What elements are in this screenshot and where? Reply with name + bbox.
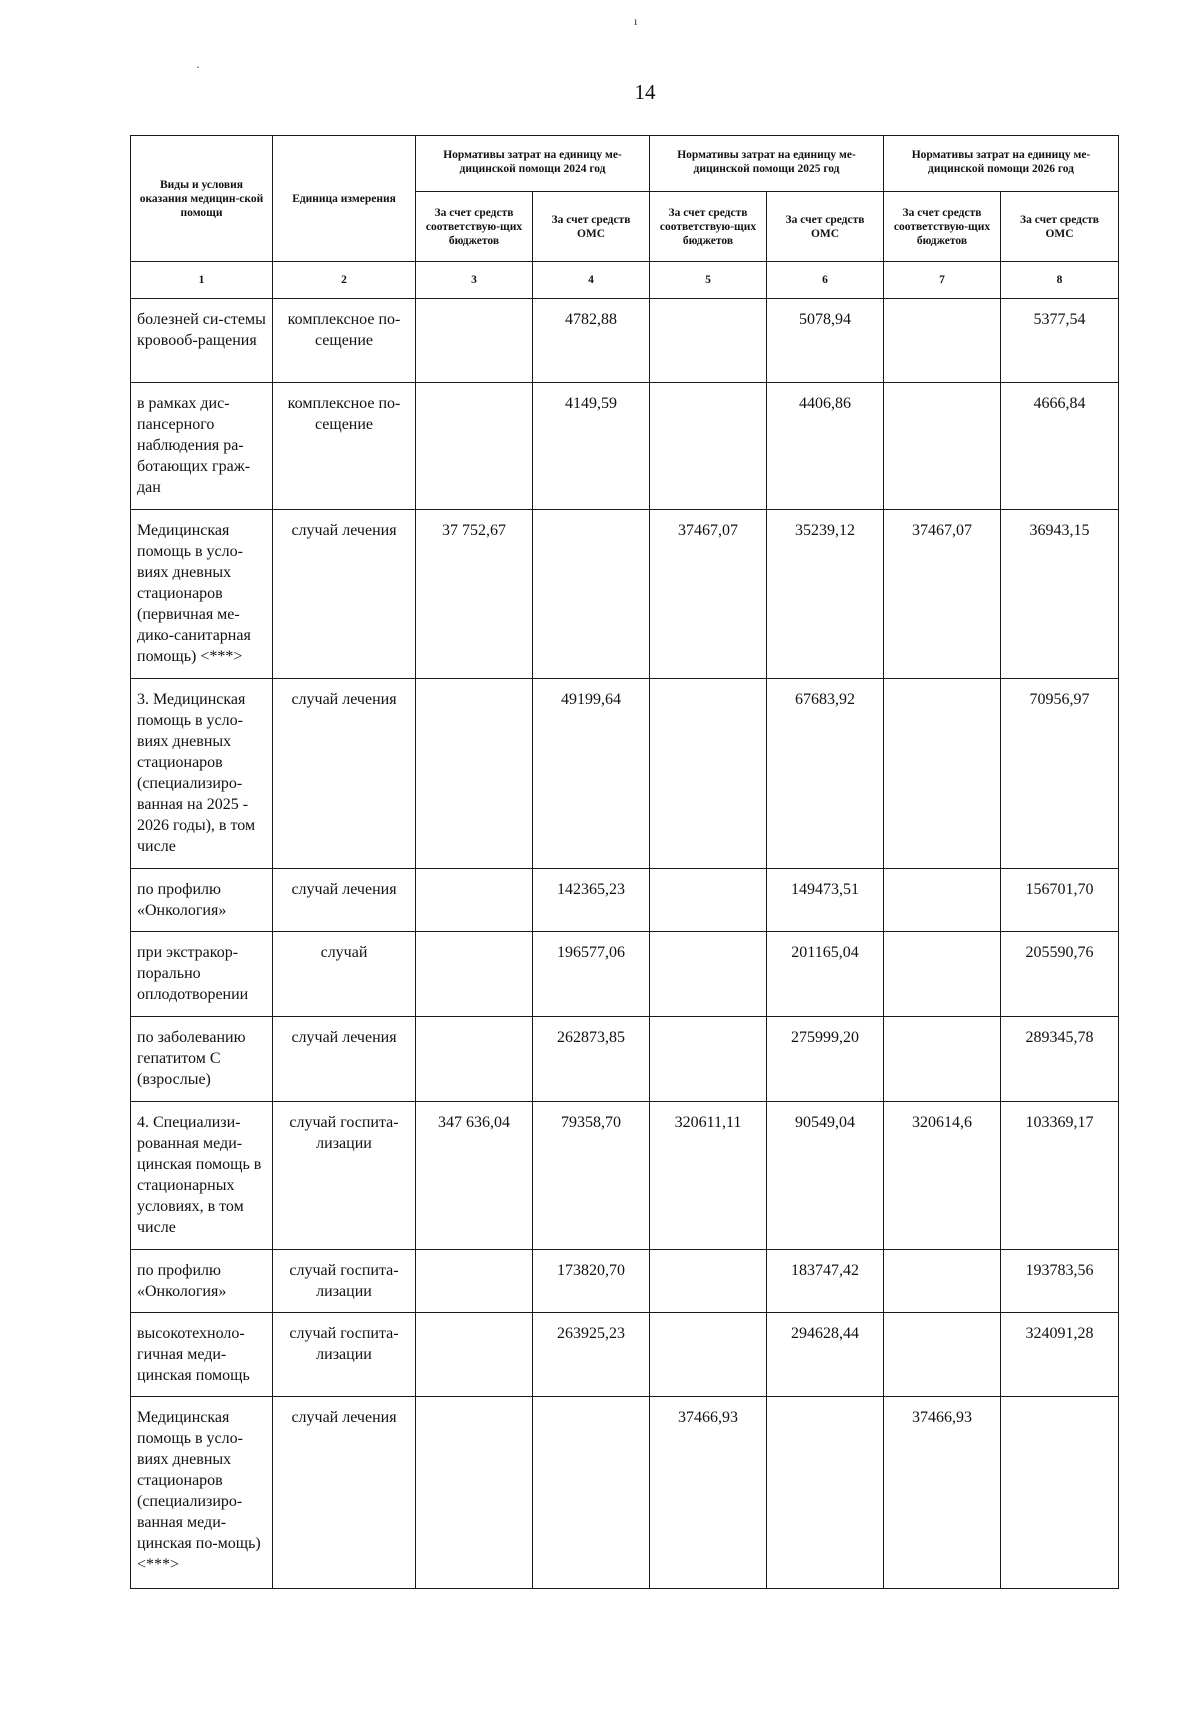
value-2025-budget bbox=[650, 1250, 767, 1313]
header-oms-2026: За счет средств ОМС bbox=[1001, 192, 1119, 262]
value-2024-budget bbox=[416, 932, 533, 1017]
value-2026-oms: 289345,78 bbox=[1001, 1017, 1119, 1102]
unit-cell: случай лечения bbox=[273, 869, 416, 932]
value-2026-oms: 103369,17 bbox=[1001, 1102, 1119, 1250]
header-unit: Единица измерения bbox=[273, 136, 416, 262]
value-2025-oms: 5078,94 bbox=[767, 299, 884, 383]
value-2025-budget: 37467,07 bbox=[650, 510, 767, 679]
value-2025-oms: 183747,42 bbox=[767, 1250, 884, 1313]
value-2025-budget bbox=[650, 679, 767, 869]
column-number: 4 bbox=[533, 262, 650, 299]
header-group-2026: Нормативы затрат на единицу ме-дицинской помощи 2026 год bbox=[884, 136, 1119, 192]
header-budget-2026: За счет средств соответствую-щих бюджетов bbox=[884, 192, 1001, 262]
value-2026-budget bbox=[884, 1250, 1001, 1313]
unit-cell: случай лечения bbox=[273, 510, 416, 679]
value-2026-oms: 324091,28 bbox=[1001, 1313, 1119, 1397]
care-type-cell: при экстракор-порально оплодотворении bbox=[131, 932, 273, 1017]
value-2026-budget bbox=[884, 932, 1001, 1017]
value-2025-budget: 37466,93 bbox=[650, 1397, 767, 1589]
care-type-cell: болезней си-стемы кровооб-ращения bbox=[131, 299, 273, 383]
scan-speck: ı bbox=[634, 14, 638, 28]
unit-cell: случай лечения bbox=[273, 679, 416, 869]
value-2024-budget bbox=[416, 869, 533, 932]
value-2025-oms: 294628,44 bbox=[767, 1313, 884, 1397]
care-type-cell: 3. Медицинская помощь в усло-виях дневных стационаров (специализиро-ванная на 2025 - 2026 годы), в том числе bbox=[131, 679, 273, 869]
column-number: 5 bbox=[650, 262, 767, 299]
header-budget-2025: За счет средств соответствую-щих бюджетов bbox=[650, 192, 767, 262]
unit-cell: случай госпита-лизации bbox=[273, 1313, 416, 1397]
table-row bbox=[131, 1397, 1119, 1589]
header-group-2025: Нормативы затрат на единицу ме-дицинской помощи 2025 год bbox=[650, 136, 884, 192]
value-2024-oms bbox=[533, 510, 650, 679]
value-2026-budget bbox=[884, 1017, 1001, 1102]
column-number: 6 bbox=[767, 262, 884, 299]
care-type-cell: по профилю «Онкология» bbox=[131, 1250, 273, 1313]
header-oms-2024: За счет средств ОМС bbox=[533, 192, 650, 262]
header-type: Виды и условия оказания медицин-ской помощи bbox=[131, 136, 273, 262]
column-number: 7 bbox=[884, 262, 1001, 299]
value-2025-budget bbox=[650, 1017, 767, 1102]
value-2024-budget bbox=[416, 679, 533, 869]
value-2024-oms: 196577,06 bbox=[533, 932, 650, 1017]
value-2024-oms bbox=[533, 1397, 650, 1589]
header-oms-2025: За счет средств ОМС bbox=[767, 192, 884, 262]
value-2025-budget bbox=[650, 383, 767, 510]
value-2025-budget bbox=[650, 932, 767, 1017]
value-2024-oms: 49199,64 bbox=[533, 679, 650, 869]
table-row bbox=[131, 1017, 1119, 1102]
value-2026-oms bbox=[1001, 1397, 1119, 1589]
unit-cell: случай лечения bbox=[273, 1017, 416, 1102]
table-row bbox=[131, 299, 1119, 383]
value-2026-budget bbox=[884, 679, 1001, 869]
care-type-cell: по профилю «Онкология» bbox=[131, 869, 273, 932]
value-2024-budget bbox=[416, 299, 533, 383]
value-2026-budget: 37466,93 bbox=[884, 1397, 1001, 1589]
value-2024-budget bbox=[416, 1313, 533, 1397]
unit-cell: случай лечения bbox=[273, 1397, 416, 1589]
care-type-cell: высокотехноло-гичная меди-цинская помощь bbox=[131, 1313, 273, 1397]
table-row bbox=[131, 1250, 1119, 1313]
page-number: 14 bbox=[634, 80, 656, 104]
value-2025-oms: 4406,86 bbox=[767, 383, 884, 510]
value-2026-oms: 5377,54 bbox=[1001, 299, 1119, 383]
value-2025-budget bbox=[650, 869, 767, 932]
care-type-cell: в рамках дис-пансерного наблюдения ра-ботающих граж-дан bbox=[131, 383, 273, 510]
value-2024-oms: 4149,59 bbox=[533, 383, 650, 510]
value-2026-oms: 193783,56 bbox=[1001, 1250, 1119, 1313]
value-2025-budget bbox=[650, 1313, 767, 1397]
unit-cell: комплексное по-сещение bbox=[273, 299, 416, 383]
value-2025-budget: 320611,11 bbox=[650, 1102, 767, 1250]
value-2024-budget bbox=[416, 1250, 533, 1313]
care-type-cell: 4. Специализи-рованная меди-цинская помощь в стационарных условиях, в том числе bbox=[131, 1102, 273, 1250]
header-budget-2024: За счет средств соответствую-щих бюджетов bbox=[416, 192, 533, 262]
column-number: 8 bbox=[1001, 262, 1119, 299]
table-row bbox=[131, 510, 1119, 679]
value-2025-oms bbox=[767, 1397, 884, 1589]
care-type-cell: Медицинская помощь в усло-виях дневных стационаров (специализиро-ванная меди-цинская по-мощь) <***> bbox=[131, 1397, 273, 1589]
value-2025-oms: 35239,12 bbox=[767, 510, 884, 679]
unit-cell: случай госпита-лизации bbox=[273, 1102, 416, 1250]
value-2026-oms: 205590,76 bbox=[1001, 932, 1119, 1017]
value-2026-budget bbox=[884, 869, 1001, 932]
value-2025-oms: 67683,92 bbox=[767, 679, 884, 869]
table-row bbox=[131, 1102, 1119, 1250]
value-2026-budget: 37467,07 bbox=[884, 510, 1001, 679]
care-type-cell: Медицинская помощь в усло-виях дневных стационаров (первичная ме-дико-санитарная помощь) <***> bbox=[131, 510, 273, 679]
column-number: 1 bbox=[131, 262, 273, 299]
value-2026-budget: 320614,6 bbox=[884, 1102, 1001, 1250]
table-row bbox=[131, 932, 1119, 1017]
value-2025-oms: 90549,04 bbox=[767, 1102, 884, 1250]
value-2024-budget: 37 752,67 bbox=[416, 510, 533, 679]
value-2024-oms: 173820,70 bbox=[533, 1250, 650, 1313]
value-2024-budget bbox=[416, 1017, 533, 1102]
value-2026-oms: 156701,70 bbox=[1001, 869, 1119, 932]
value-2024-budget: 347 636,04 bbox=[416, 1102, 533, 1250]
value-2026-oms: 36943,15 bbox=[1001, 510, 1119, 679]
value-2024-budget bbox=[416, 383, 533, 510]
table-row bbox=[131, 1313, 1119, 1397]
value-2026-oms: 70956,97 bbox=[1001, 679, 1119, 869]
value-2026-budget bbox=[884, 299, 1001, 383]
table-row bbox=[131, 383, 1119, 510]
scan-speck: · bbox=[196, 60, 200, 74]
value-2026-oms: 4666,84 bbox=[1001, 383, 1119, 510]
unit-cell: случай bbox=[273, 932, 416, 1017]
value-2025-oms: 275999,20 bbox=[767, 1017, 884, 1102]
value-2025-oms: 201165,04 bbox=[767, 932, 884, 1017]
value-2024-oms: 263925,23 bbox=[533, 1313, 650, 1397]
value-2024-oms: 142365,23 bbox=[533, 869, 650, 932]
unit-cell: комплексное по-сещение bbox=[273, 383, 416, 510]
value-2026-budget bbox=[884, 1313, 1001, 1397]
value-2024-oms: 4782,88 bbox=[533, 299, 650, 383]
value-2024-oms: 262873,85 bbox=[533, 1017, 650, 1102]
value-2025-oms: 149473,51 bbox=[767, 869, 884, 932]
unit-cell: случай госпита-лизации bbox=[273, 1250, 416, 1313]
table-row bbox=[131, 679, 1119, 869]
column-number: 3 bbox=[416, 262, 533, 299]
care-type-cell: по заболеванию гепатитом С (взрослые) bbox=[131, 1017, 273, 1102]
value-2025-budget bbox=[650, 299, 767, 383]
value-2026-budget bbox=[884, 383, 1001, 510]
header-group-2024: Нормативы затрат на единицу ме-дицинской помощи 2024 год bbox=[416, 136, 650, 192]
column-number: 2 bbox=[273, 262, 416, 299]
norms-table bbox=[130, 135, 1119, 1589]
table-row bbox=[131, 869, 1119, 932]
value-2024-budget bbox=[416, 1397, 533, 1589]
value-2024-oms: 79358,70 bbox=[533, 1102, 650, 1250]
